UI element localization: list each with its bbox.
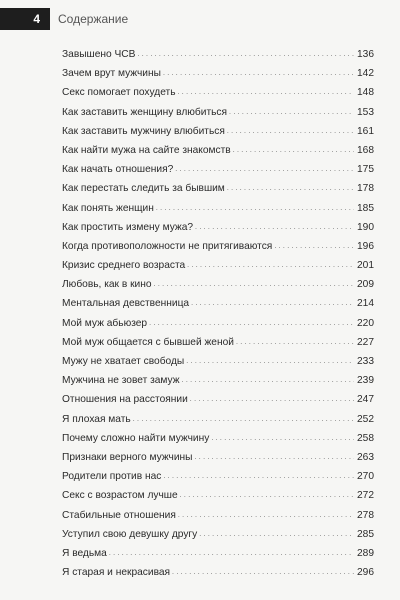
- toc-entry-page: 161: [357, 125, 374, 137]
- toc-entry-title: Как простить измену мужа?: [62, 221, 194, 233]
- toc-leader-dots: [229, 102, 354, 122]
- toc-entry-title: Как заставить мужчину влюбиться: [62, 125, 225, 137]
- toc-entry-title: Ментальная девственница: [62, 298, 190, 310]
- toc-entry: [62, 486, 374, 505]
- toc-entry-title: Как перестать следить за бывшим: [62, 183, 225, 195]
- toc-entry-page: 196: [357, 240, 374, 252]
- toc-entry-page: 142: [357, 68, 374, 80]
- toc-leader-dots: [190, 389, 354, 409]
- toc-leader-dots: [178, 82, 354, 102]
- toc-entry-page: 185: [357, 202, 374, 214]
- toc-entry-page: 190: [357, 221, 374, 233]
- toc-leader-dots: [163, 466, 354, 486]
- toc-entry: [62, 218, 374, 237]
- toc-entry-page: 258: [357, 432, 374, 444]
- toc-leader-dots: [172, 562, 354, 582]
- toc-leader-dots: [156, 198, 354, 218]
- toc-entry-title: Кризис среднего возраста: [62, 260, 186, 272]
- toc-entry-title: Уступил свою девушку другу: [62, 528, 198, 540]
- toc-entry: [62, 103, 374, 122]
- toc-entry: [62, 45, 374, 64]
- toc-entry-title: Секс с возрастом лучше: [62, 490, 178, 502]
- toc-leader-dots: [274, 236, 354, 256]
- toc-leader-dots: [175, 159, 354, 179]
- toc-leader-dots: [133, 409, 354, 429]
- toc-leader-dots: [195, 217, 354, 237]
- toc-entry-title: Почему сложно найти мужчину: [62, 432, 210, 444]
- toc-entry-page: 239: [357, 375, 374, 387]
- toc-entry-title: Зачем врут мужчины: [62, 68, 161, 80]
- toc-entry: [62, 314, 374, 333]
- toc-entry-page: 214: [357, 298, 374, 310]
- toc-entry: [62, 294, 374, 313]
- toc-entry-page: 220: [357, 317, 374, 329]
- toc-entry: [62, 237, 374, 256]
- toc-entry: [62, 448, 374, 467]
- section-title: Содержание: [58, 12, 129, 26]
- toc-entry: [62, 333, 374, 352]
- toc-entry-page: 296: [357, 567, 374, 579]
- toc-entry-title: Стабильные отношения: [62, 509, 176, 521]
- toc-entry: [62, 64, 374, 83]
- toc-leader-dots: [149, 313, 354, 333]
- toc-entry-title: Как понять женщин: [62, 202, 154, 214]
- toc-entry-title: Мой муж абьюзер: [62, 317, 148, 329]
- toc-entry-page: 270: [357, 471, 374, 483]
- toc-entry-title: Я ведьма: [62, 547, 107, 559]
- toc-entry-page: 153: [357, 106, 374, 118]
- toc-leader-dots: [227, 178, 354, 198]
- toc-leader-dots: [109, 543, 354, 563]
- toc-entry-title: Завышено ЧСВ: [62, 49, 136, 60]
- toc-entry-title: Секс помогает похудеть: [62, 87, 176, 99]
- toc-leader-dots: [195, 447, 354, 467]
- toc-entry-title: Мужчина не зовет замуж: [62, 375, 180, 387]
- toc-entry-title: Я старая и некрасивая: [62, 567, 171, 579]
- toc-entry: [62, 563, 374, 582]
- toc-entry: [62, 160, 374, 179]
- toc-leader-dots: [227, 121, 354, 141]
- toc-entry-page: 289: [357, 547, 374, 559]
- toc-entry: [62, 371, 374, 390]
- toc-leader-dots: [199, 524, 354, 544]
- toc-entry: [62, 83, 374, 102]
- toc-entry-page: 168: [357, 144, 374, 156]
- toc-entry-page: 175: [357, 164, 374, 176]
- toc-leader-dots: [137, 44, 354, 64]
- toc-leader-dots: [187, 255, 354, 275]
- toc-entry: [62, 544, 374, 563]
- toc-leader-dots: [191, 293, 354, 313]
- page-header: [0, 0, 400, 38]
- toc-leader-dots: [154, 274, 354, 294]
- toc-entry-title: Как заставить женщину влюбиться: [62, 106, 228, 118]
- toc-leader-dots: [233, 140, 354, 160]
- toc-entry-title: Когда противоположности не притягиваются: [62, 240, 273, 252]
- toc-leader-dots: [186, 351, 354, 371]
- toc-leader-dots: [163, 63, 354, 83]
- page-number-badge: 4: [0, 8, 50, 30]
- toc-entry-title: Любовь, как в кино: [62, 279, 152, 291]
- toc-entry-page: 263: [357, 451, 374, 463]
- toc-entry-page: 233: [357, 356, 374, 367]
- toc-entry-title: Я плохая мать: [62, 413, 131, 425]
- toc-entry-title: Признаки верного мужчины: [62, 451, 193, 463]
- toc-entry: [62, 352, 374, 371]
- toc-leader-dots: [182, 370, 354, 390]
- table-of-contents: [62, 45, 374, 582]
- toc-entry: [62, 410, 374, 429]
- toc-entry-title: Отношения на расстоянии: [62, 394, 188, 406]
- toc-entry-page: 285: [357, 528, 374, 540]
- toc-leader-dots: [178, 505, 354, 525]
- toc-entry-page: 272: [357, 490, 374, 502]
- toc-entry-title: Мой муж общается с бывшей женой: [62, 336, 234, 348]
- toc-entry: [62, 179, 374, 198]
- toc-entry: [62, 275, 374, 294]
- toc-entry-title: Как начать отношения?: [62, 164, 174, 176]
- toc-entry-page: 148: [357, 87, 374, 99]
- toc-entry: [62, 122, 374, 141]
- toc-entry: [62, 506, 374, 525]
- toc-entry: [62, 467, 374, 486]
- toc-entry-page: 227: [357, 336, 374, 348]
- toc-entry-title: Мужу не хватает свободы: [62, 356, 185, 367]
- toc-entry-title: Родители против нас: [62, 471, 162, 483]
- toc-entry: [62, 256, 374, 275]
- toc-leader-dots: [211, 428, 354, 448]
- toc-entry-page: 178: [357, 183, 374, 195]
- toc-entry: [62, 199, 374, 218]
- toc-entry-title: Как найти мужа на сайте знакомств: [62, 144, 231, 156]
- toc-leader-dots: [180, 485, 354, 505]
- toc-entry-page: 201: [357, 260, 374, 272]
- toc-entry: [62, 525, 374, 544]
- toc-entry-page: 278: [357, 509, 374, 521]
- toc-entry-page: 209: [357, 279, 374, 291]
- toc-leader-dots: [236, 332, 354, 352]
- toc-entry-page: 247: [357, 394, 374, 406]
- toc-entry-page: 252: [357, 413, 374, 425]
- toc-entry-page: 136: [357, 49, 374, 60]
- toc-entry: [62, 429, 374, 448]
- toc-entry: [62, 141, 374, 160]
- toc-entry: [62, 390, 374, 409]
